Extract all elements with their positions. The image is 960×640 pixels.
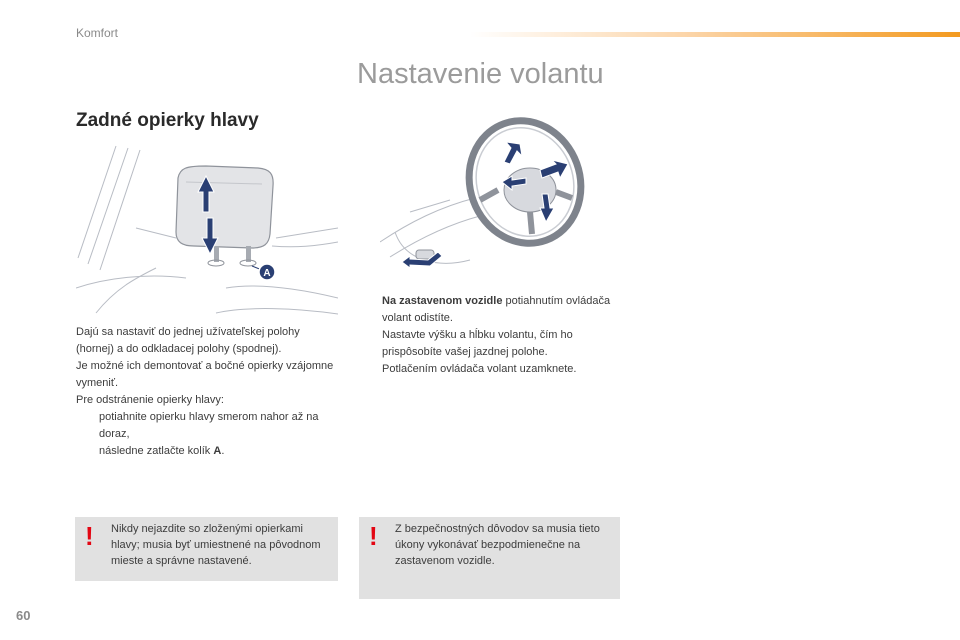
- paragraph-removal-intro: Pre odstránenie opierky hlavy:: [76, 394, 224, 406]
- paragraph-positions: Dajú sa nastaviť do jednej užívateľskej polohy (hornej) a do odkladacej polohy (spodnej).: [76, 326, 300, 355]
- right-body-text: [359, 293, 619, 378]
- list-item: následne zatlačte kolík A.: [99, 445, 225, 457]
- list-item: Potlačením ovládača volant uzamknete.: [382, 363, 577, 375]
- page-title: Nastavenie volantu: [357, 58, 604, 90]
- warning-text: Nikdy nejazdite so zloženými opierkami hlavy; musia byť umiestnené na pôvodnom mieste a správne nastavené.: [111, 523, 321, 567]
- list-item: Na zastavenom vozidle potiahnutím ovládača volant odistíte.: [382, 295, 611, 324]
- depth-arrow-icon: [540, 160, 568, 178]
- warning-box-steering: [359, 517, 620, 599]
- headrest-cushion: [176, 166, 273, 248]
- warning-exclamation-icon: !: [85, 521, 94, 551]
- warning-text: Z bezpečnostných dôvodov sa musia tieto úkony vykonávať bezpodmienečne na zastavenom vozidle.: [395, 523, 600, 567]
- headrest-illustration: [76, 138, 338, 320]
- left-body-text: [76, 324, 340, 460]
- list-item: potiahnite opierku hlavy smerom nahor až na doraz,: [99, 411, 319, 440]
- warning-box-headrest: [75, 517, 338, 581]
- header-accent-bar: [470, 32, 960, 37]
- steering-wheel-illustration: [380, 112, 600, 272]
- marker-a-label: A: [263, 268, 271, 279]
- page-number: 60: [16, 608, 31, 623]
- list-item: Nastavte výšku a hĺbku volantu, čím ho prispôsobíte vašej jazdnej polohe.: [382, 329, 573, 358]
- section-label: Komfort: [76, 26, 119, 40]
- tilt-up-arrow-icon: [504, 142, 522, 164]
- paragraph-removal-swap: Je možné ich demontovať a bočné opierky vzájomne vymeniť.: [76, 360, 334, 389]
- warning-exclamation-icon: !: [369, 521, 378, 551]
- section-heading: Zadné opierky hlavy: [76, 110, 259, 131]
